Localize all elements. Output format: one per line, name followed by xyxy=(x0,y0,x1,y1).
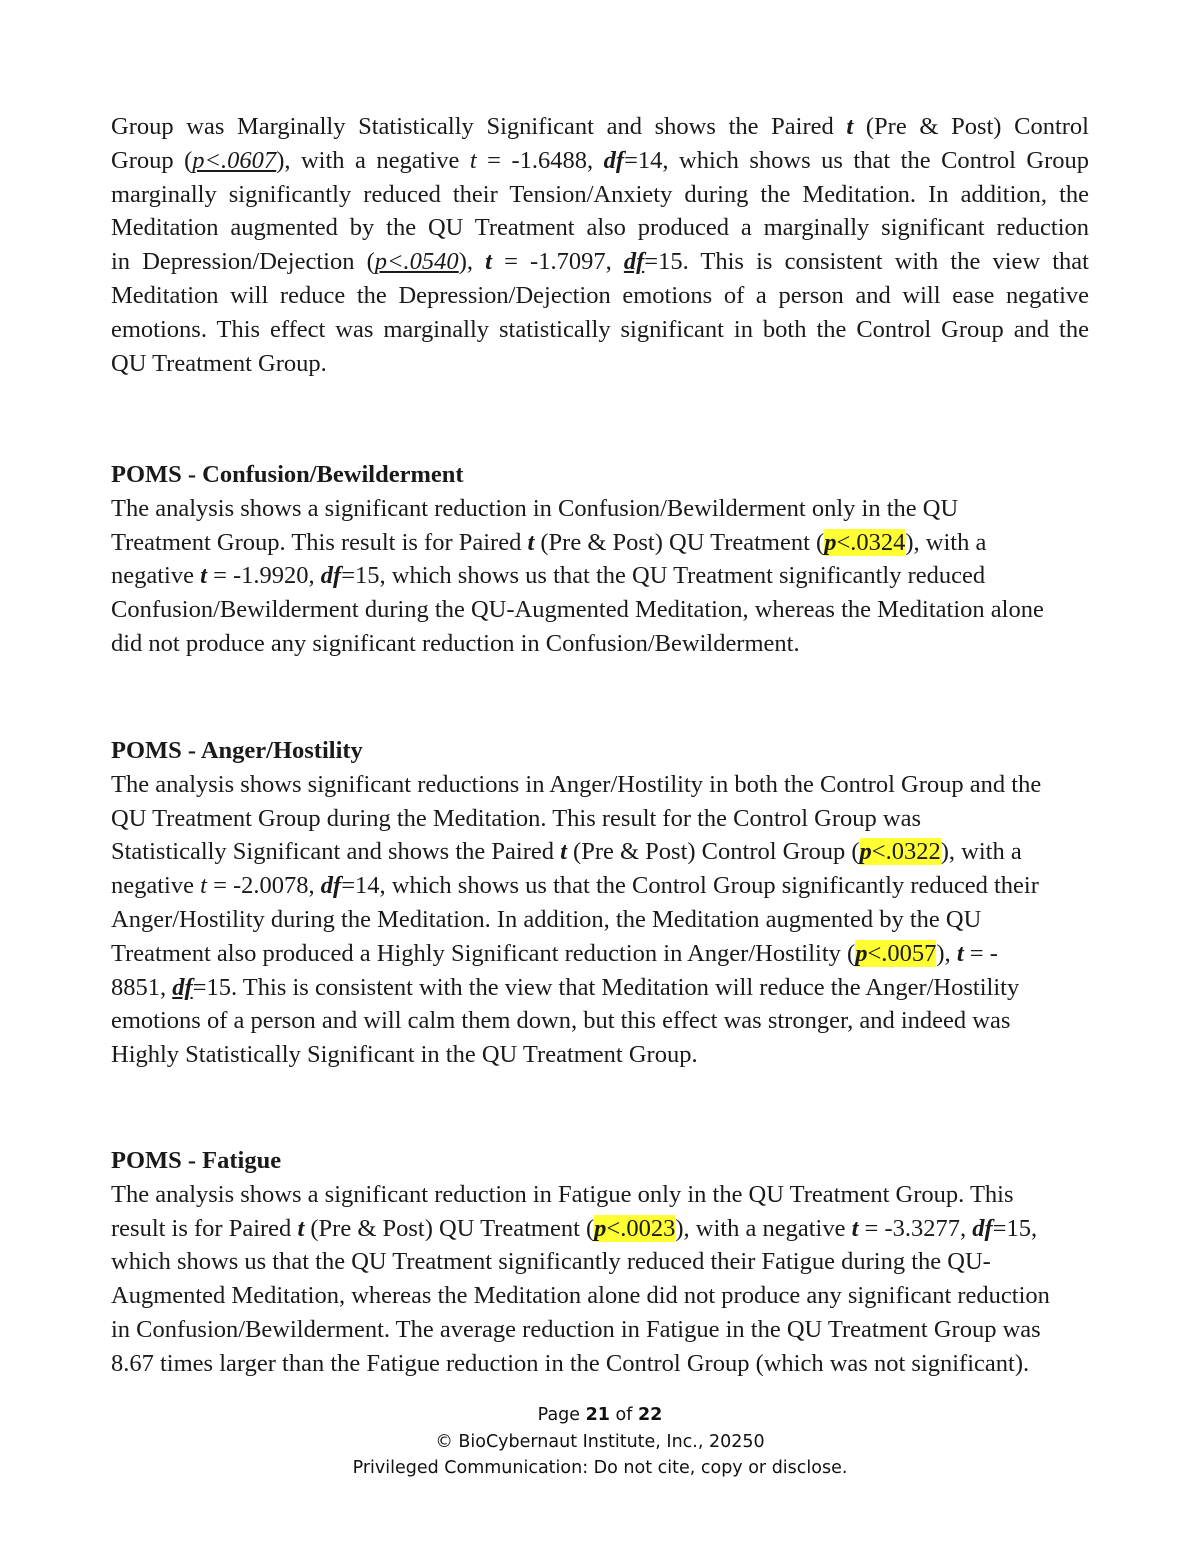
page-current: 21 xyxy=(585,1405,610,1425)
text-run: =14, which shows us that the Control Group significantly reduced their xyxy=(341,872,1039,900)
text-line xyxy=(111,593,1089,627)
text-run: Highly Statistically Significant in the QU Treatment Group. xyxy=(111,1041,698,1069)
text-run: Group was Marginally Statistically Significant and shows the Paired xyxy=(111,113,847,140)
text-line xyxy=(111,1347,1089,1381)
text-run: negative xyxy=(111,872,201,900)
text-run: Treatment Group. This result is for Paired xyxy=(111,528,528,556)
page-prefix: Page xyxy=(537,1405,586,1425)
page-footer xyxy=(0,1402,1200,1482)
text-run: ), with a xyxy=(940,838,1022,866)
text-run: 8851, xyxy=(111,973,173,1001)
text-run: t xyxy=(527,528,535,556)
text-line xyxy=(111,178,1089,212)
section-fatigue xyxy=(111,1144,1089,1381)
text-run: df xyxy=(603,146,625,174)
text-run: The analysis shows a significant reduction in Confusion/Bewilderment only in the QU xyxy=(111,494,959,522)
text-line xyxy=(111,1245,1089,1279)
text-run: 8.67 times larger than the Fatigue reduction in the Control Group (which was not significant). xyxy=(111,1349,1030,1377)
text-line xyxy=(111,971,1089,1005)
text-run: Meditation augmented by the QU Treatment also produced a marginally significant reduction xyxy=(111,214,1089,242)
highlighted-value: p xyxy=(824,528,837,556)
text-line xyxy=(111,1004,1089,1038)
section-body-fatigue xyxy=(111,1178,1089,1381)
text-run: df xyxy=(172,973,193,1001)
section-anger xyxy=(111,734,1089,1072)
text-run: t xyxy=(560,838,567,866)
text-line xyxy=(111,559,1089,593)
text-run: = - xyxy=(963,939,998,967)
text-run: t xyxy=(956,939,964,967)
text-run: The analysis shows a significant reduction in Fatigue only in the QU Treatment Group. This xyxy=(111,1180,1014,1208)
text-run: QU Treatment Group during the Meditation. This result for the Control Group was xyxy=(111,804,921,832)
text-line xyxy=(111,526,1089,560)
text-run: The analysis shows significant reductions in Anger/Hostility in both the Control Group and the xyxy=(111,770,1042,798)
highlighted-value: <.0324 xyxy=(836,528,906,556)
text-run: t xyxy=(200,872,207,900)
text-line xyxy=(111,211,1089,245)
text-run: df xyxy=(972,1214,993,1242)
text-run: negative xyxy=(111,562,201,590)
section-heading-fatigue: POMS - Fatigue xyxy=(111,1147,282,1174)
highlighted-value: <.0023 xyxy=(606,1214,676,1242)
text-line xyxy=(111,144,1089,178)
text-run: (Pre & Post) Control xyxy=(853,113,1089,140)
text-run: t xyxy=(200,562,207,590)
section-body-anger xyxy=(111,768,1089,1072)
text-line xyxy=(111,347,1089,381)
text-line xyxy=(111,835,1089,869)
text-run: did not produce any significant reduction in Confusion/Bewilderment. xyxy=(111,629,800,657)
text-run: ), xyxy=(458,248,486,276)
text-run: = -2.0078, xyxy=(206,872,321,900)
highlighted-value: <.0057 xyxy=(867,939,937,967)
text-run: emotions. This effect was marginally statistically significant in both the Control Group and the xyxy=(111,315,1089,343)
text-run: Treatment also produced a Highly Significant reduction in Anger/Hostility ( xyxy=(111,939,856,967)
text-run: which shows us that the QU Treatment significantly reduced their Fatigue during the QU- xyxy=(111,1248,991,1276)
text-line xyxy=(111,869,1089,903)
text-run: result is for Paired xyxy=(111,1214,298,1242)
text-line xyxy=(111,313,1089,347)
text-line xyxy=(111,1178,1089,1212)
page-number xyxy=(0,1402,1200,1429)
text-line xyxy=(111,903,1089,937)
text-run: Anger/Hostility during the Meditation. In addition, the Meditation augmented by the QU xyxy=(111,905,982,933)
highlighted-value: p xyxy=(859,838,872,866)
text-line xyxy=(111,1212,1089,1246)
paragraph-intro xyxy=(111,110,1089,380)
text-run: p<.0540 xyxy=(374,248,459,276)
highlighted-value: p xyxy=(594,1214,607,1242)
section-heading-anger: POMS - Anger/Hostility xyxy=(111,737,363,764)
text-line xyxy=(111,1038,1089,1072)
copyright-notice: © BioCybernaut Institute, Inc., 20250 xyxy=(435,1431,765,1452)
text-line xyxy=(111,768,1089,802)
confidentiality-notice: Privileged Communication: Do not cite, copy or disclose. xyxy=(352,1458,848,1478)
text-run: =15, xyxy=(992,1214,1038,1242)
text-line xyxy=(111,110,1089,144)
text-run: ), xyxy=(936,939,957,967)
text-run: QU Treatment Group. xyxy=(111,349,327,377)
text-run: df xyxy=(320,872,342,900)
text-run: (Pre & Post) Control Group ( xyxy=(566,838,860,866)
text-line xyxy=(111,279,1089,313)
text-run: = -1.6488, xyxy=(476,146,604,174)
page-of: of xyxy=(609,1405,638,1425)
text-run: = -3.3277, xyxy=(858,1214,973,1242)
highlighted-value: <.0322 xyxy=(871,838,941,866)
text-run: Statistically Significant and shows the Paired xyxy=(111,838,561,866)
text-line xyxy=(111,1279,1089,1313)
page-total: 22 xyxy=(637,1405,663,1425)
section-body-confusion xyxy=(111,492,1089,661)
text-run: = -1.9920, xyxy=(206,562,321,590)
text-run: t xyxy=(297,1214,305,1242)
text-run: Meditation will reduce the Depression/Dejection emotions of a person and will ease negative xyxy=(111,281,1089,309)
text-run: ), with a negative xyxy=(675,1214,852,1242)
text-line xyxy=(111,802,1089,836)
text-run: (Pre & Post) QU Treatment ( xyxy=(304,1214,595,1242)
text-run: Augmented Meditation, whereas the Meditation alone did not produce any significant reduction xyxy=(111,1282,1050,1310)
section-heading-confusion: POMS - Confusion/Bewilderment xyxy=(111,461,464,488)
text-run: df xyxy=(320,562,342,590)
text-run: in Depression/Dejection ( xyxy=(111,248,375,276)
text-run: df xyxy=(623,248,645,276)
text-run: in Confusion/Bewilderment. The average reduction in Fatigue in the QU Treatment Group was xyxy=(111,1315,1041,1343)
text-run: p<.0607 xyxy=(192,146,277,174)
text-run: t xyxy=(485,248,492,276)
text-run: ), with a xyxy=(905,528,987,556)
text-line xyxy=(111,937,1089,971)
text-run: t xyxy=(851,1214,859,1242)
text-run: emotions of a person and will calm them down, but this effect was stronger, and indeed was xyxy=(111,1007,1011,1035)
text-line xyxy=(111,492,1089,526)
highlighted-value: p xyxy=(855,939,868,967)
text-run: ), with a negative xyxy=(276,146,470,174)
text-line xyxy=(111,627,1089,661)
text-run: (Pre & Post) QU Treatment ( xyxy=(534,528,825,556)
text-run: =15. This is consistent with the view that xyxy=(644,248,1089,276)
text-run: =15. This is consistent with the view that Meditation will reduce the Anger/Hostility xyxy=(192,973,1020,1001)
text-run: t xyxy=(846,113,854,140)
text-run: marginally significantly reduced their Tension/Anxiety during the Meditation. In addition, the xyxy=(111,180,1089,208)
section-confusion xyxy=(111,458,1089,661)
text-run: t xyxy=(469,146,477,174)
text-run: Confusion/Bewilderment during the QU-Augmented Meditation, whereas the Meditation alone xyxy=(111,596,1044,624)
text-line xyxy=(111,1313,1089,1347)
text-run: = -1.7097, xyxy=(491,248,624,276)
text-run: =14, which shows us that the Control Group xyxy=(624,146,1089,174)
text-line xyxy=(111,245,1089,279)
text-run: Group ( xyxy=(111,146,193,174)
text-run: =15, which shows us that the QU Treatment significantly reduced xyxy=(341,562,986,590)
